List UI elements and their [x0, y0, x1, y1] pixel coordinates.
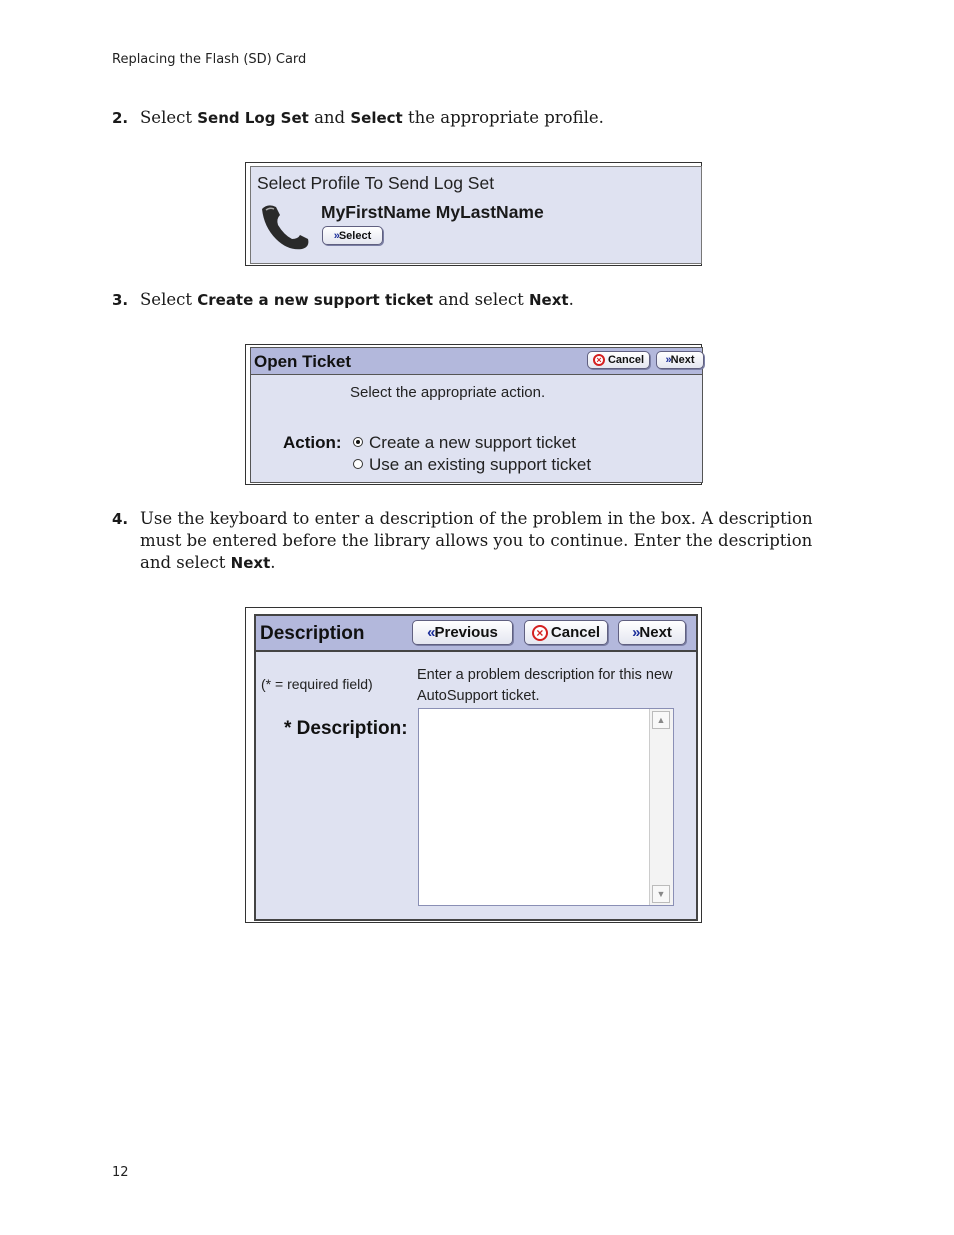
step-2 [112, 107, 842, 129]
step-text: Select Create a new support ticket and select Next. [140, 290, 574, 309]
double-chevron-right-icon: » [665, 354, 669, 366]
double-chevron-right-icon: » [333, 229, 337, 242]
description-title: Description [260, 623, 365, 644]
radio-existing-ticket[interactable] [353, 459, 363, 469]
description-help-text: Enter a problem description for this new AutoSupport ticket. [417, 667, 673, 704]
step-3 [112, 289, 842, 311]
ui-term: Create a new support ticket [197, 291, 434, 309]
scrollbar[interactable] [649, 709, 673, 905]
ui-term: Select [350, 109, 403, 127]
telephone-handset-icon [258, 201, 310, 251]
step-4 [112, 508, 842, 574]
screenshot-select-profile [245, 162, 702, 266]
double-chevron-left-icon: « [427, 624, 433, 641]
ui-term: Next [528, 291, 569, 309]
double-chevron-right-icon: » [632, 624, 638, 641]
ui-term: Next [230, 554, 271, 572]
radio-create-ticket[interactable] [353, 437, 363, 447]
step-text: Select Send Log Set and Select the appropriate profile. [140, 108, 604, 127]
open-ticket-panel [250, 347, 703, 483]
cancel-x-icon: × [593, 354, 605, 366]
description-panel [254, 614, 698, 921]
required-field-note: (* = required field) [261, 676, 373, 692]
action-label: Action: [283, 433, 342, 452]
select-button[interactable]: » Select [322, 226, 383, 245]
cancel-button[interactable]: × Cancel [524, 620, 608, 645]
next-button[interactable]: » Next [656, 351, 704, 369]
step-number: 3. [112, 291, 129, 309]
action-instruction: Select the appropriate action. [350, 384, 546, 401]
scroll-down-arrow-icon[interactable]: ▼ [652, 885, 670, 903]
profile-panel [250, 166, 702, 264]
ui-term: Send Log Set [197, 109, 309, 127]
open-ticket-title: Open Ticket [254, 352, 351, 371]
scroll-up-arrow-icon[interactable]: ▲ [652, 711, 670, 729]
description-textarea[interactable] [418, 708, 674, 906]
cancel-button[interactable]: × Cancel [587, 351, 650, 369]
profile-name[interactable]: MyFirstName MyLastName [321, 202, 544, 222]
next-button[interactable]: » Next [618, 620, 686, 645]
previous-button[interactable]: « Previous [412, 620, 513, 645]
screenshot-description [245, 607, 702, 923]
cancel-x-icon: × [532, 625, 548, 641]
option-create-ticket-label[interactable]: Create a new support ticket [369, 433, 576, 452]
step-number: 2. [112, 109, 129, 127]
profile-panel-title: Select Profile To Send Log Set [257, 173, 495, 193]
page-number: 12 [112, 1165, 129, 1180]
step-number: 4. [112, 510, 129, 528]
running-head: Replacing the Flash (SD) Card [112, 52, 307, 67]
description-label: * Description: [284, 718, 408, 739]
step-text: Use the keyboard to enter a description of the problem in the box. A description must be entered before the library allows you to continue. Enter the description and select Next. [140, 509, 813, 572]
screenshot-open-ticket [245, 344, 702, 485]
open-ticket-title-bar [251, 348, 702, 375]
description-title-bar [256, 616, 696, 652]
option-existing-ticket-label[interactable]: Use an existing support ticket [369, 455, 592, 474]
